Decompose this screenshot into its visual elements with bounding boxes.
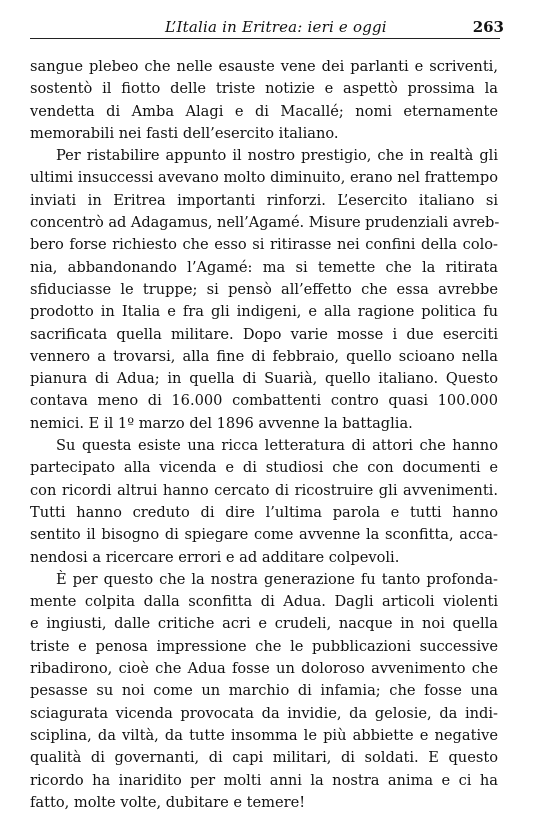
text-line: sentito il bisogno di spiegare come avvenne la sconfitta, acca- — [30, 526, 498, 544]
text-line: inviati in Eritrea importanti rinforzi. L’esercito italiano si — [30, 191, 498, 209]
text-line: sciagurata vicenda provocata da invidie, da gelosie, da indi- — [30, 704, 498, 722]
text-line: fatto, molte volte, dubitare e temere! — [30, 793, 306, 811]
text-line: vendetta di Amba Alagi e di Macallé; nomi eternamente — [30, 102, 498, 120]
body-text — [30, 56, 498, 814]
text-line: mente colpita dalla sconfitta di Adua. Dagli articoli violenti — [30, 593, 498, 611]
running-title: L’Italia in Eritrea: ieri e oggi — [165, 18, 387, 36]
text-line: bero forse richiesto che esso si ritirasse nei confini della colo- — [30, 236, 498, 254]
text-line: partecipato alla vicenda e di studiosi che con documenti e — [30, 459, 498, 477]
text-line: e ingiusti, dalle critiche acri e crudeli, nacque in noi quella — [30, 615, 498, 633]
paragraph — [30, 145, 498, 435]
text-line: ricordo ha inaridito per molti anni la nostra anima e ci ha — [30, 771, 498, 789]
text-line: triste e penosa impressione che le pubblicazioni successive — [30, 637, 498, 655]
text-line: concentrò ad Adagamus, nell’Agamé. Misure prudenziali avreb- — [30, 214, 500, 232]
text-line: ribadirono, cioè che Adua fosse un doloroso avvenimento che — [30, 660, 498, 678]
text-line: sostentò il fiotto delle triste notizie e aspettò prossima la — [30, 80, 498, 98]
text-line: pesasse su noi come un marchio di infamia; che fosse una — [30, 682, 498, 700]
text-line: sciplina, da viltà, da tutte insomma le più abbiette e negative — [30, 726, 498, 744]
text-line: qualità di governanti, di capi militari, di soldati. E questo — [30, 749, 498, 767]
paragraph — [30, 56, 498, 145]
text-line: pianura di Adua; in quella di Suarià, quello italiano. Questo — [30, 370, 498, 388]
text-line: contava meno di 16.000 combattenti contro quasi 100.000 — [30, 392, 498, 410]
text-line: È per questo che la nostra generazione fu tanto profonda- — [56, 570, 498, 588]
text-line: vennero a trovarsi, alla fine di febbraio, quello scioano nella — [30, 347, 498, 365]
text-line: Per ristabilire appunto il nostro prestigio, che in realtà gli — [56, 147, 498, 165]
text-line: sfiduciasse le truppe; si pensò all’effetto che essa avrebbe — [30, 280, 498, 298]
text-line: con ricordi altrui hanno cercato di ricostruire gli avvenimenti. — [30, 481, 498, 499]
paragraph — [30, 435, 498, 569]
text-line: memorabili nei fasti dell’esercito italiano. — [30, 124, 339, 142]
page-number: 263 — [472, 18, 504, 36]
text-line: Tutti hanno creduto di dire l’ultima parola e tutti hanno — [30, 503, 498, 521]
text-line: nendosi a ricercare errori e ad additare colpevoli. — [30, 548, 400, 566]
text-line: prodotto in Italia e fra gli indigeni, e alla ragione politica fu — [30, 303, 498, 321]
text-line: ultimi insuccessi avevano molto diminuito, erano nel frattempo — [30, 169, 498, 187]
running-header — [30, 8, 504, 39]
paragraph — [30, 569, 498, 814]
text-line: Su questa esiste una ricca letteratura di attori che hanno — [56, 437, 498, 455]
text-line: sacrificata quella militare. Dopo varie mosse i due eserciti — [30, 325, 498, 343]
text-line: sangue plebeo che nelle esauste vene dei parlanti e scriventi, — [30, 58, 498, 75]
text-line: nemici. E il 1º marzo del 1896 avvenne la battaglia. — [30, 414, 413, 432]
text-line: nia, abbandonando l’Agamé: ma si temette che la ritirata — [30, 258, 498, 276]
